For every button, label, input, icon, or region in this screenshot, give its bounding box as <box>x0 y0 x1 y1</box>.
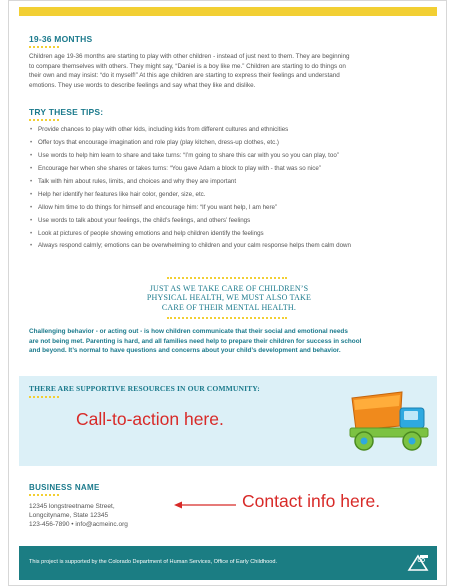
pull-quote <box>129 284 329 312</box>
tips-title: TRY THESE TIPS: <box>29 107 104 117</box>
bullet-icon: • <box>30 203 33 211</box>
resources-panel <box>19 376 437 466</box>
age-description-line: Children age 19-36 months are starting to play with other children - instead of just next to them. They are beginning <box>29 53 350 60</box>
tip-text: Offer toys that encourage imagination and role play (play kitchen, dress-up clothes, etc.) <box>38 138 279 146</box>
bullet-icon: • <box>30 177 33 185</box>
tips-underline <box>29 119 59 121</box>
tip-text: Provide chances to play with other kids, including kids from different cultures and ethnicities <box>38 126 289 133</box>
title-underline <box>29 46 59 48</box>
bullet-icon: • <box>30 151 33 159</box>
tip-item <box>29 215 434 228</box>
address-line: 123-456-7890 • info@acmeinc.org <box>29 521 128 529</box>
tip-item <box>29 240 434 253</box>
bullet-icon: • <box>30 164 33 172</box>
contact-info-placeholder: Contact info here. <box>242 491 381 511</box>
resources-title: THERE ARE SUPPORTIVE RESOURCES IN OUR COMMUNITY: <box>29 384 260 393</box>
tip-text: Help her identify her features like hair color, gender, size, etc. <box>38 190 206 198</box>
logo-text: CO <box>417 558 425 564</box>
age-description-line: their own and may insist: “do it myself!” At this age children are starting to express their feelings and understand <box>29 72 340 80</box>
flyer-page <box>8 0 447 586</box>
business-underline <box>29 494 59 496</box>
tip-text: Use words to help him learn to share and take turns: “I’m going to share this car with you so you can play, too” <box>38 151 339 159</box>
arrow-left-icon <box>174 501 238 509</box>
footer-credit: This project is supported by the Colorado Department of Human Services, Office of Early Childhood. <box>29 559 278 565</box>
business-name: BUSINESS NAME <box>29 483 100 492</box>
section-title-age: 19-36 MONTHS <box>29 34 93 44</box>
call-to-action-placeholder: Call-to-action here. <box>76 409 224 429</box>
quote-bottom-rule <box>167 317 287 319</box>
challenge-line: Challenging behavior - or acting out - is how children communicate that their social and emotional needs <box>29 328 348 335</box>
tip-item <box>29 228 434 241</box>
tip-text: Always respond calmly; emotions can be overwhelming to children and your calm response helps them calm down <box>38 242 351 250</box>
tip-text: Use words to talk about your feelings, the child’s feelings, and others’ feelings <box>38 216 251 224</box>
tip-item <box>29 189 434 202</box>
tip-item <box>29 202 434 215</box>
top-accent-bar <box>19 7 437 16</box>
toy-truck-icon <box>342 386 432 456</box>
challenge-paragraph <box>29 327 434 356</box>
age-description <box>29 52 429 90</box>
business-address <box>29 502 128 530</box>
tip-text: Encourage her when she shares or takes turns: “You gave Adam a block to play with - that was so nice” <box>38 164 321 172</box>
bullet-icon: • <box>30 216 33 224</box>
tip-item <box>29 176 434 189</box>
bullet-icon: • <box>30 138 33 146</box>
tip-text: Talk with him about rules, limits, and choices and why they are important <box>38 177 237 185</box>
age-description-line: emotions. They use words to describe feelings and say what they like and dislike. <box>29 81 256 89</box>
footer-bar <box>19 546 437 580</box>
challenge-line: and beyond. It’s normal to have questions and concerns about your child’s development and behavior. <box>29 347 341 355</box>
tip-text: Allow him time to do things for himself and encourage him: “If you want help, I am here” <box>38 203 278 211</box>
bullet-icon: • <box>30 242 33 250</box>
challenge-line: are not being met. Parenting is hard, and all families need help to prepare their children for success in school <box>29 337 362 345</box>
bullet-icon: • <box>30 126 33 133</box>
address-line: 12345 longstreetname Street, <box>29 503 115 510</box>
pull-quote-line: JUST AS WE TAKE CARE OF CHILDREN’S <box>149 284 309 293</box>
tip-item <box>29 163 434 176</box>
bullet-icon: • <box>30 229 33 237</box>
age-description-line: to compare themselves with others. They might say, “Daniel is a boy like me.” Children are starting to do things on <box>29 62 346 70</box>
bullet-icon: • <box>30 190 33 198</box>
pull-quote-line: CARE OF THEIR MENTAL HEALTH. <box>161 302 297 312</box>
tip-text: Look at pictures of people showing emotions and help children identify the feelings <box>38 229 264 237</box>
tip-item <box>29 124 434 137</box>
resources-underline <box>29 396 59 398</box>
tips-list <box>29 124 434 253</box>
pull-quote-line: PHYSICAL HEALTH, WE MUST ALSO TAKE <box>146 293 312 303</box>
tip-item <box>29 137 434 150</box>
tip-item <box>29 150 434 163</box>
address-line: Longcityname, State 12345 <box>29 512 109 520</box>
quote-top-rule <box>167 277 287 279</box>
